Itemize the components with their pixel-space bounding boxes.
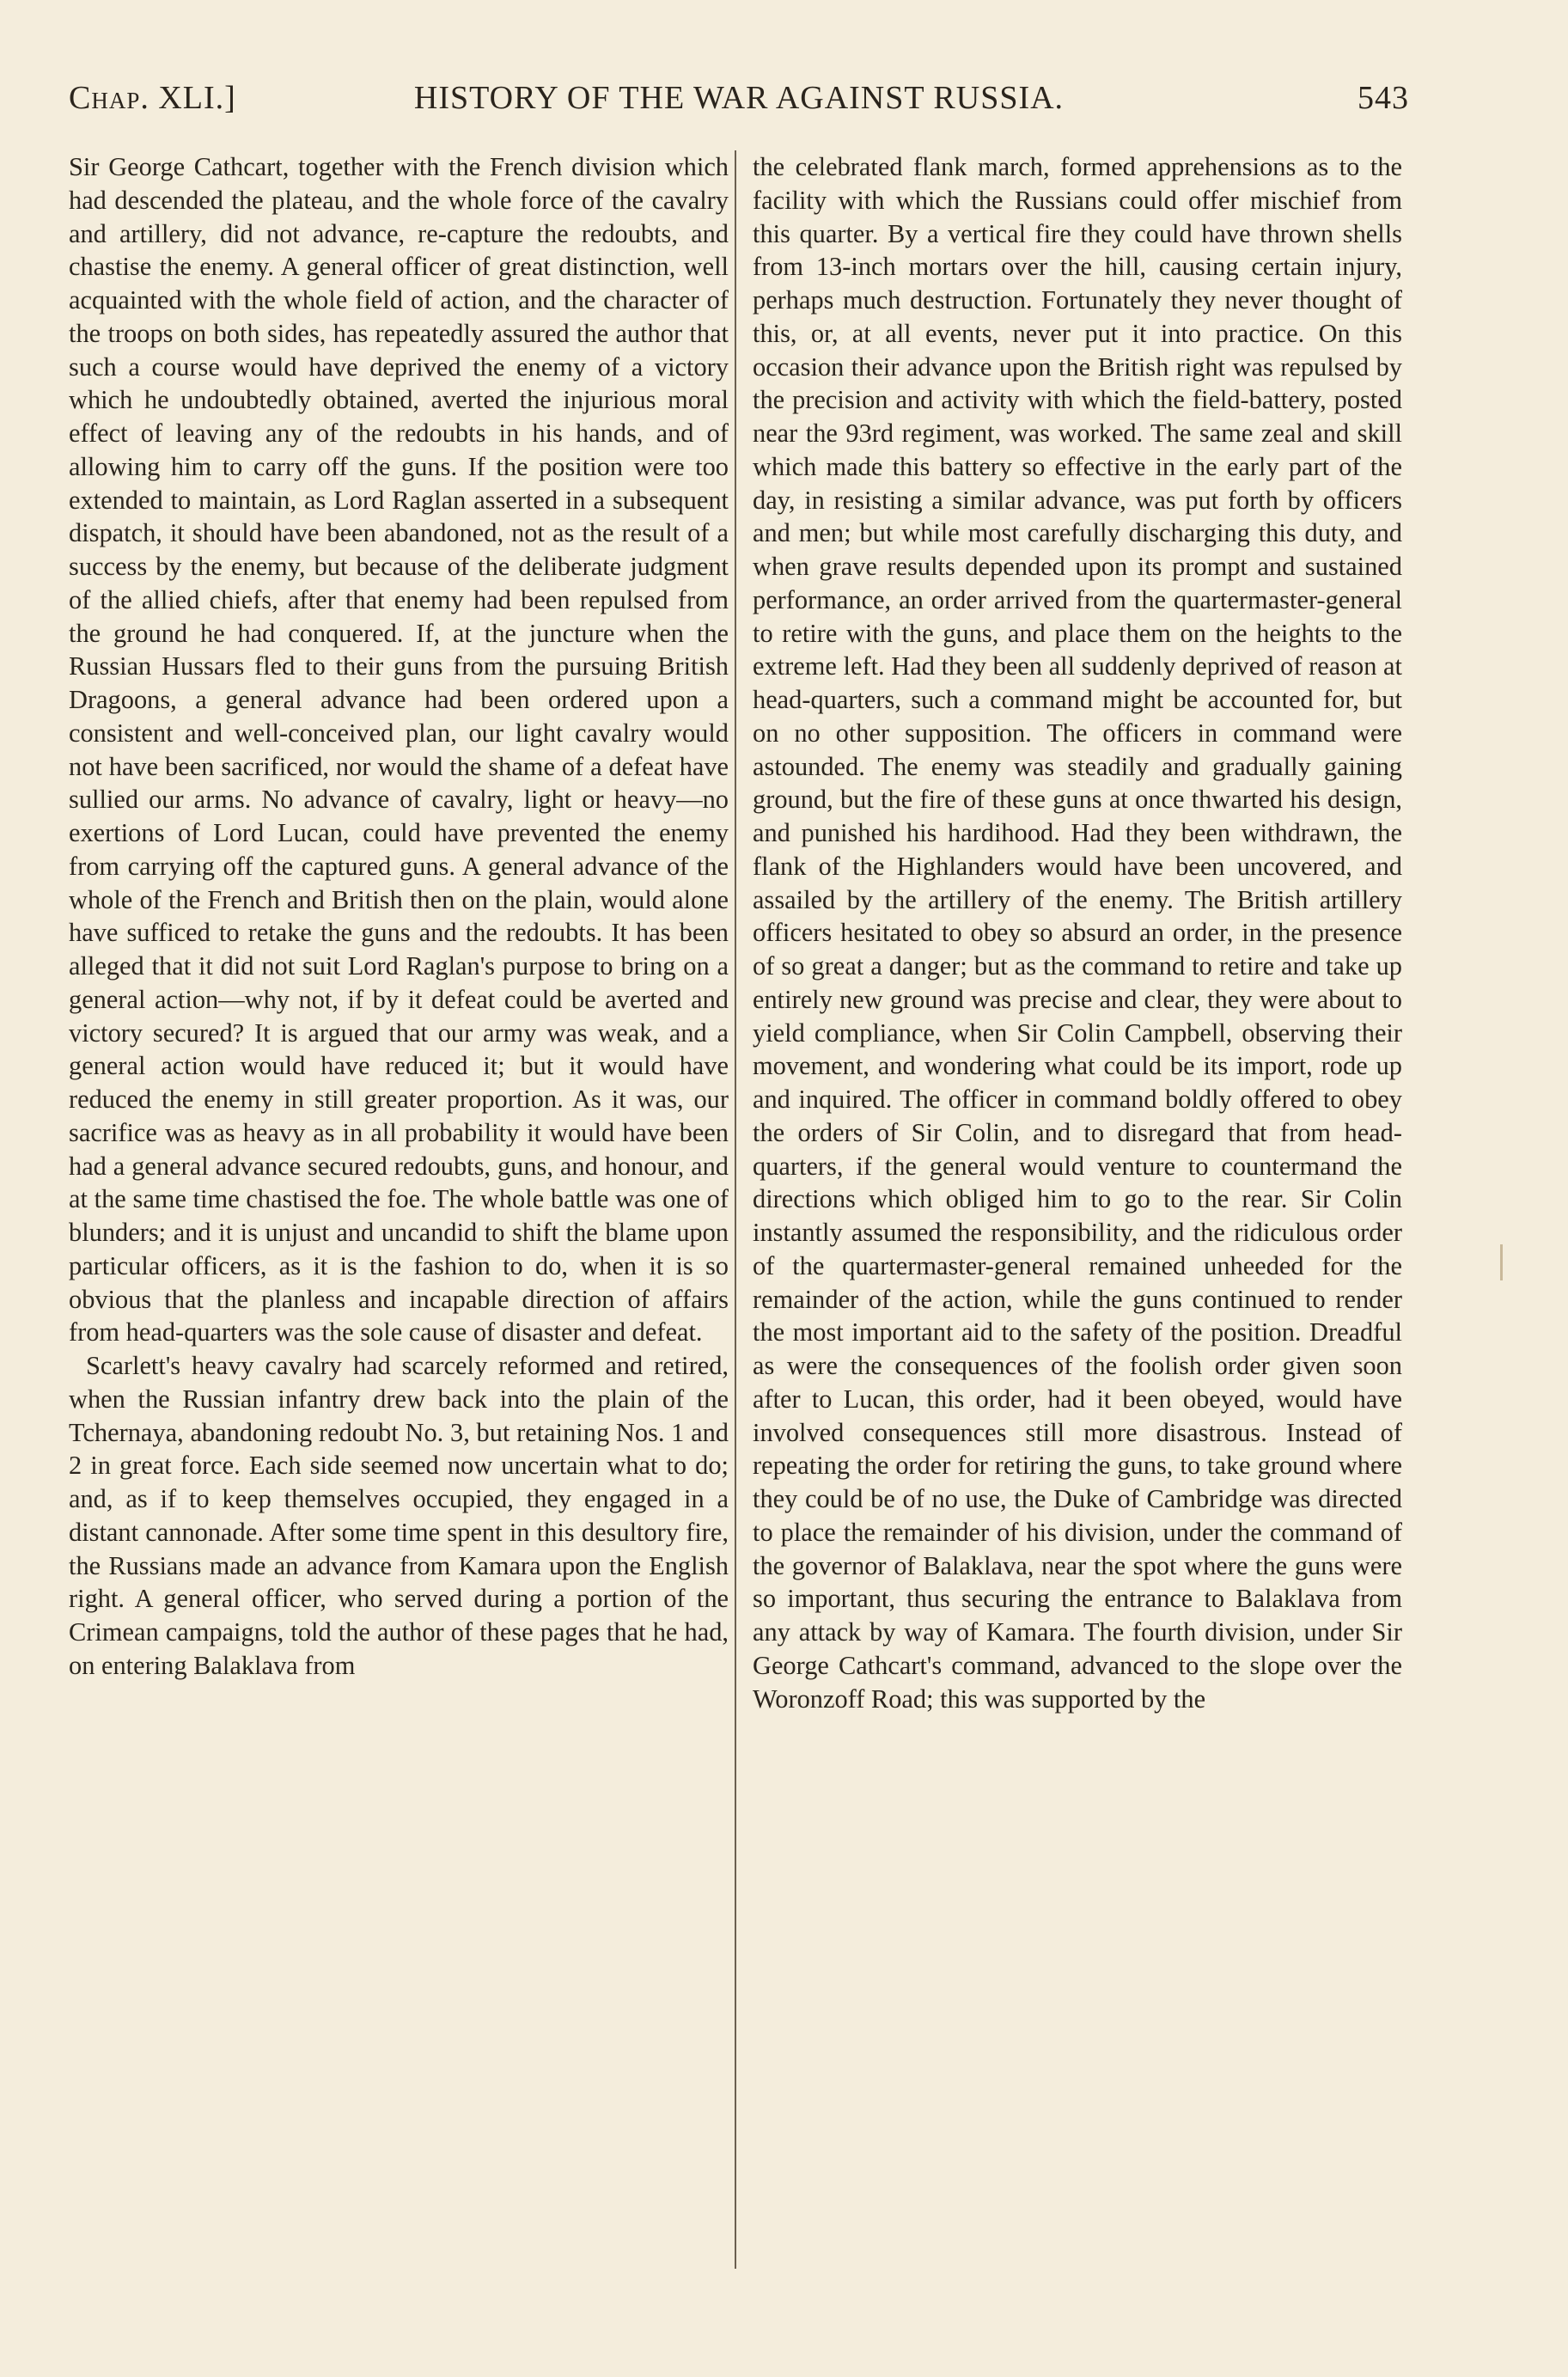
paragraph: the celebrated flank march, formed apprehensions as to the facility with which the Russians could offer mischief from this quarter. By a vertical fire they could have thrown shells from 13-inch mortars over the hill, causing certain injury, perhaps much destruction. Fortunately they never thought of this, or, at all events, never put it into practice. On this occasion their advance upon the British right was repulsed by the precision and activity with which the field-battery, posted near the 93rd regiment, was worked. The same zeal and skill which made this battery so effective in the early part of the day, in resisting a similar advance, was put forth by officers and men; but while most carefully discharging this duty, and when grave results depended upon its prompt and sustained performance, an order arrived from the quartermaster-general to retire with the guns, and place them on the heights to the extreme left. Had they been all suddenly deprived of reason at head-quarters, such a command might be accounted for, but on no other supposition. The officers in command were astounded. The enemy was steadily and gradually gaining ground, but the fire of these guns at once thwarted his design, and punished his hardihood. Had they been withdrawn, the flank of the Highlanders would have been uncovered, and assailed by the artillery of the enemy. The British artillery officers hesitated to obey so absurd an order, in the presence of so great a danger; but as the command to retire and take up entirely new ground was precise and clear, they were about to yield compliance, when Sir Colin Campbell, observing their movement, and wondering what could be its import, rode up and inquired. The officer in command boldly offered to obey the orders of Sir Colin, and to disregard that from head-quarters, if the general would venture to countermand the directions which obliged him to go to the rear. Sir Colin instantly assumed the responsibility, and the ridiculous order of the quartermaster-general remained unheeded for the remainder of the action, while the guns continued to render the most important aid to the safety of the position. Dreadful as were the consequences of the foolish order given soon after to Lucan, this order, had it been obeyed, would have involved consequences still more disastrous. Instead of repeating the order for retiring the guns, to take ground where they could be of no use, the Duke of Cambridge was directed to place the remainder of his division, under the command of the governor of Balaklava, near the spot where the guns were so important, thus securing the entrance to Balaklava from any attack by way of Kamara. The fourth division, under Sir George Cathcart's command, advanced to the slope over the Woronzoff Road; this was supported by the: [753, 152, 1402, 1714]
margin-mark: [1500, 1244, 1503, 1280]
left-column: [69, 150, 729, 1683]
right-column: [753, 150, 1402, 1715]
paragraph: Scarlett's heavy cavalry had scarcely reformed and retired, when the Russian infantry drew back into the plain of the Tchernaya, abandoning redoubt No. 3, but retaining Nos. 1 and 2 in great force. Each side seemed now uncertain what to do; and, as if to keep themselves occupied, they engaged in a distant cannonade. After some time spent in this desultory fire, the Russians made an advance from Kamara upon the English right. A general officer, who served during a portion of the Crimean campaigns, told the author of these pages that he had, on entering Balaklava from: [69, 1351, 729, 1680]
paragraph: Sir George Cathcart, together with the French division which had descended the plateau, and the whole force of the cavalry and artillery, did not advance, re-capture the redoubts, and chastise the enemy. A general officer of great distinction, well acquainted with the whole field of action, and the character of the troops on both sides, has repeatedly assured the author that such a course would have deprived the enemy of a victory which he undoubtedly obtained, averted the injurious moral effect of leaving any of the redoubts in his hands, and of allowing him to carry off the guns. If the position were too extended to maintain, as Lord Raglan asserted in a subsequent dispatch, it should have been abandoned, not as the result of a success by the enemy, but because of the deliberate judgment of the allied chiefs, after that enemy had been repulsed from the ground he had conquered. If, at the juncture when the Russian Hussars fled to their guns from the pursuing British Dragoons, a general advance had been ordered upon a consistent and well-conceived plan, our light cavalry would not have been sacrificed, nor would the shame of a defeat have sullied our arms. No advance of cavalry, light or heavy—no exertions of Lord Lucan, could have prevented the enemy from carrying off the captured guns. A general advance of the whole of the French and British then on the plain, would alone have sufficed to retake the guns and the redoubts. It has been alleged that it did not suit Lord Raglan's purpose to bring on a general action—why not, if by it defeat could be averted and victory secured? It is argued that our army was weak, and a general action would have reduced it; but it would have reduced the enemy in still greater proportion. As it was, our sacrifice was as heavy as in all probability it would have been had a general advance secured redoubts, guns, and honour, and at the same time chastised the foe. The whole battle was one of blunders; and it is unjust and uncandid to shift the blame upon particular officers, as it is the fashion to do, when it is so obvious that the planless and incapable direction of affairs from head-quarters was the sole cause of disaster and defeat.: [69, 152, 729, 1347]
column-divider: [735, 150, 736, 2269]
page-number: 543: [1358, 80, 1409, 116]
running-header: [69, 79, 1409, 122]
chapter-label: Chap. XLI.]: [69, 80, 236, 116]
running-title: HISTORY OF THE WAR AGAINST RUSSIA.: [413, 80, 1065, 116]
